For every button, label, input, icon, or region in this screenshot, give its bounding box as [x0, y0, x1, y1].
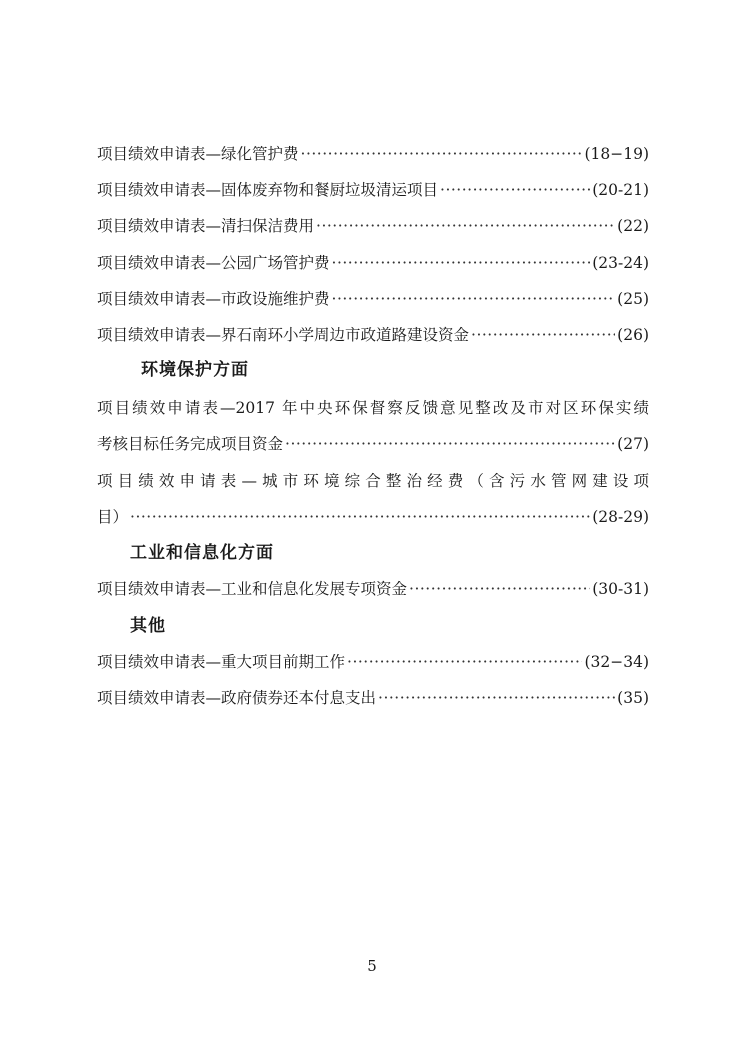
dot-leader [440, 178, 590, 202]
toc-entry-title: 目） [97, 508, 129, 526]
dot-leader [347, 650, 582, 674]
dot-leader [409, 577, 590, 601]
toc-entry-pages: (25) [617, 290, 649, 308]
toc-entry-title: 项目绩效申请表—政府债券还本付息支出 [97, 689, 377, 707]
toc-entry-pages: (27) [617, 435, 649, 453]
toc-entry-line: 项目绩效申请表—城市环境综合整治经费（含污水管网建设项 [97, 472, 649, 490]
toc-entry [97, 505, 649, 529]
toc-entry [97, 178, 649, 202]
toc-entry-pages: (20-21) [592, 181, 649, 199]
section-heading-other: 其他 [130, 616, 166, 636]
toc-entry-line: 项目绩效申请表—2017 年中央环保督察反馈意见整改及市对区环保实绩 [97, 399, 649, 417]
toc-entry [97, 577, 649, 601]
toc-entry [97, 251, 649, 275]
dot-leader [332, 287, 616, 311]
toc-entry [97, 432, 649, 456]
toc-entry-title: 项目绩效申请表—固体废弃物和餐厨垃圾清运项目 [97, 181, 439, 199]
toc-entry-title: 项目绩效申请表—工业和信息化发展专项资金 [97, 580, 408, 598]
dot-leader [285, 432, 615, 456]
toc-entry [97, 287, 649, 311]
toc-entry [97, 142, 649, 166]
dot-leader [301, 142, 583, 166]
toc-entry-title: 项目绩效申请表—清扫保洁费用 [97, 217, 315, 235]
page-number: 5 [367, 957, 377, 975]
toc-entry-title: 项目绩效申请表—重大项目前期工作 [97, 653, 346, 671]
toc-entry-pages: (30-31) [592, 580, 649, 598]
toc-entry [97, 214, 649, 238]
dot-leader [316, 214, 615, 238]
toc-entry-pages: (35) [617, 689, 649, 707]
dot-leader [471, 323, 615, 347]
toc-entry-pages: (28-29) [592, 508, 649, 526]
toc-entry-title: 项目绩效申请表—市政设施维护费 [97, 290, 330, 308]
section-heading-industry: 工业和信息化方面 [130, 543, 274, 563]
toc-entry-pages: (23-24) [592, 254, 649, 272]
toc-entry-title: 考核目标任务完成项目资金 [97, 435, 284, 453]
toc-entry-title: 项目绩效申请表—公园广场管护费 [97, 254, 330, 272]
dot-leader [332, 251, 591, 275]
dot-leader [130, 505, 590, 529]
toc-entry [97, 323, 649, 347]
section-heading-environment: 环境保护方面 [141, 360, 249, 380]
dot-leader [378, 686, 615, 710]
toc-entry [97, 686, 649, 710]
toc-entry-pages: (26) [617, 326, 649, 344]
toc-entry-pages: (22) [617, 217, 649, 235]
toc-entry-pages: (32−34) [584, 653, 649, 671]
toc-entry-pages: (18−19) [584, 145, 649, 163]
toc-entry [97, 650, 649, 674]
toc-entry-title: 项目绩效申请表—界石南环小学周边市政道路建设资金 [97, 326, 470, 344]
toc-entry-title: 项目绩效申请表—绿化管护费 [97, 145, 299, 163]
